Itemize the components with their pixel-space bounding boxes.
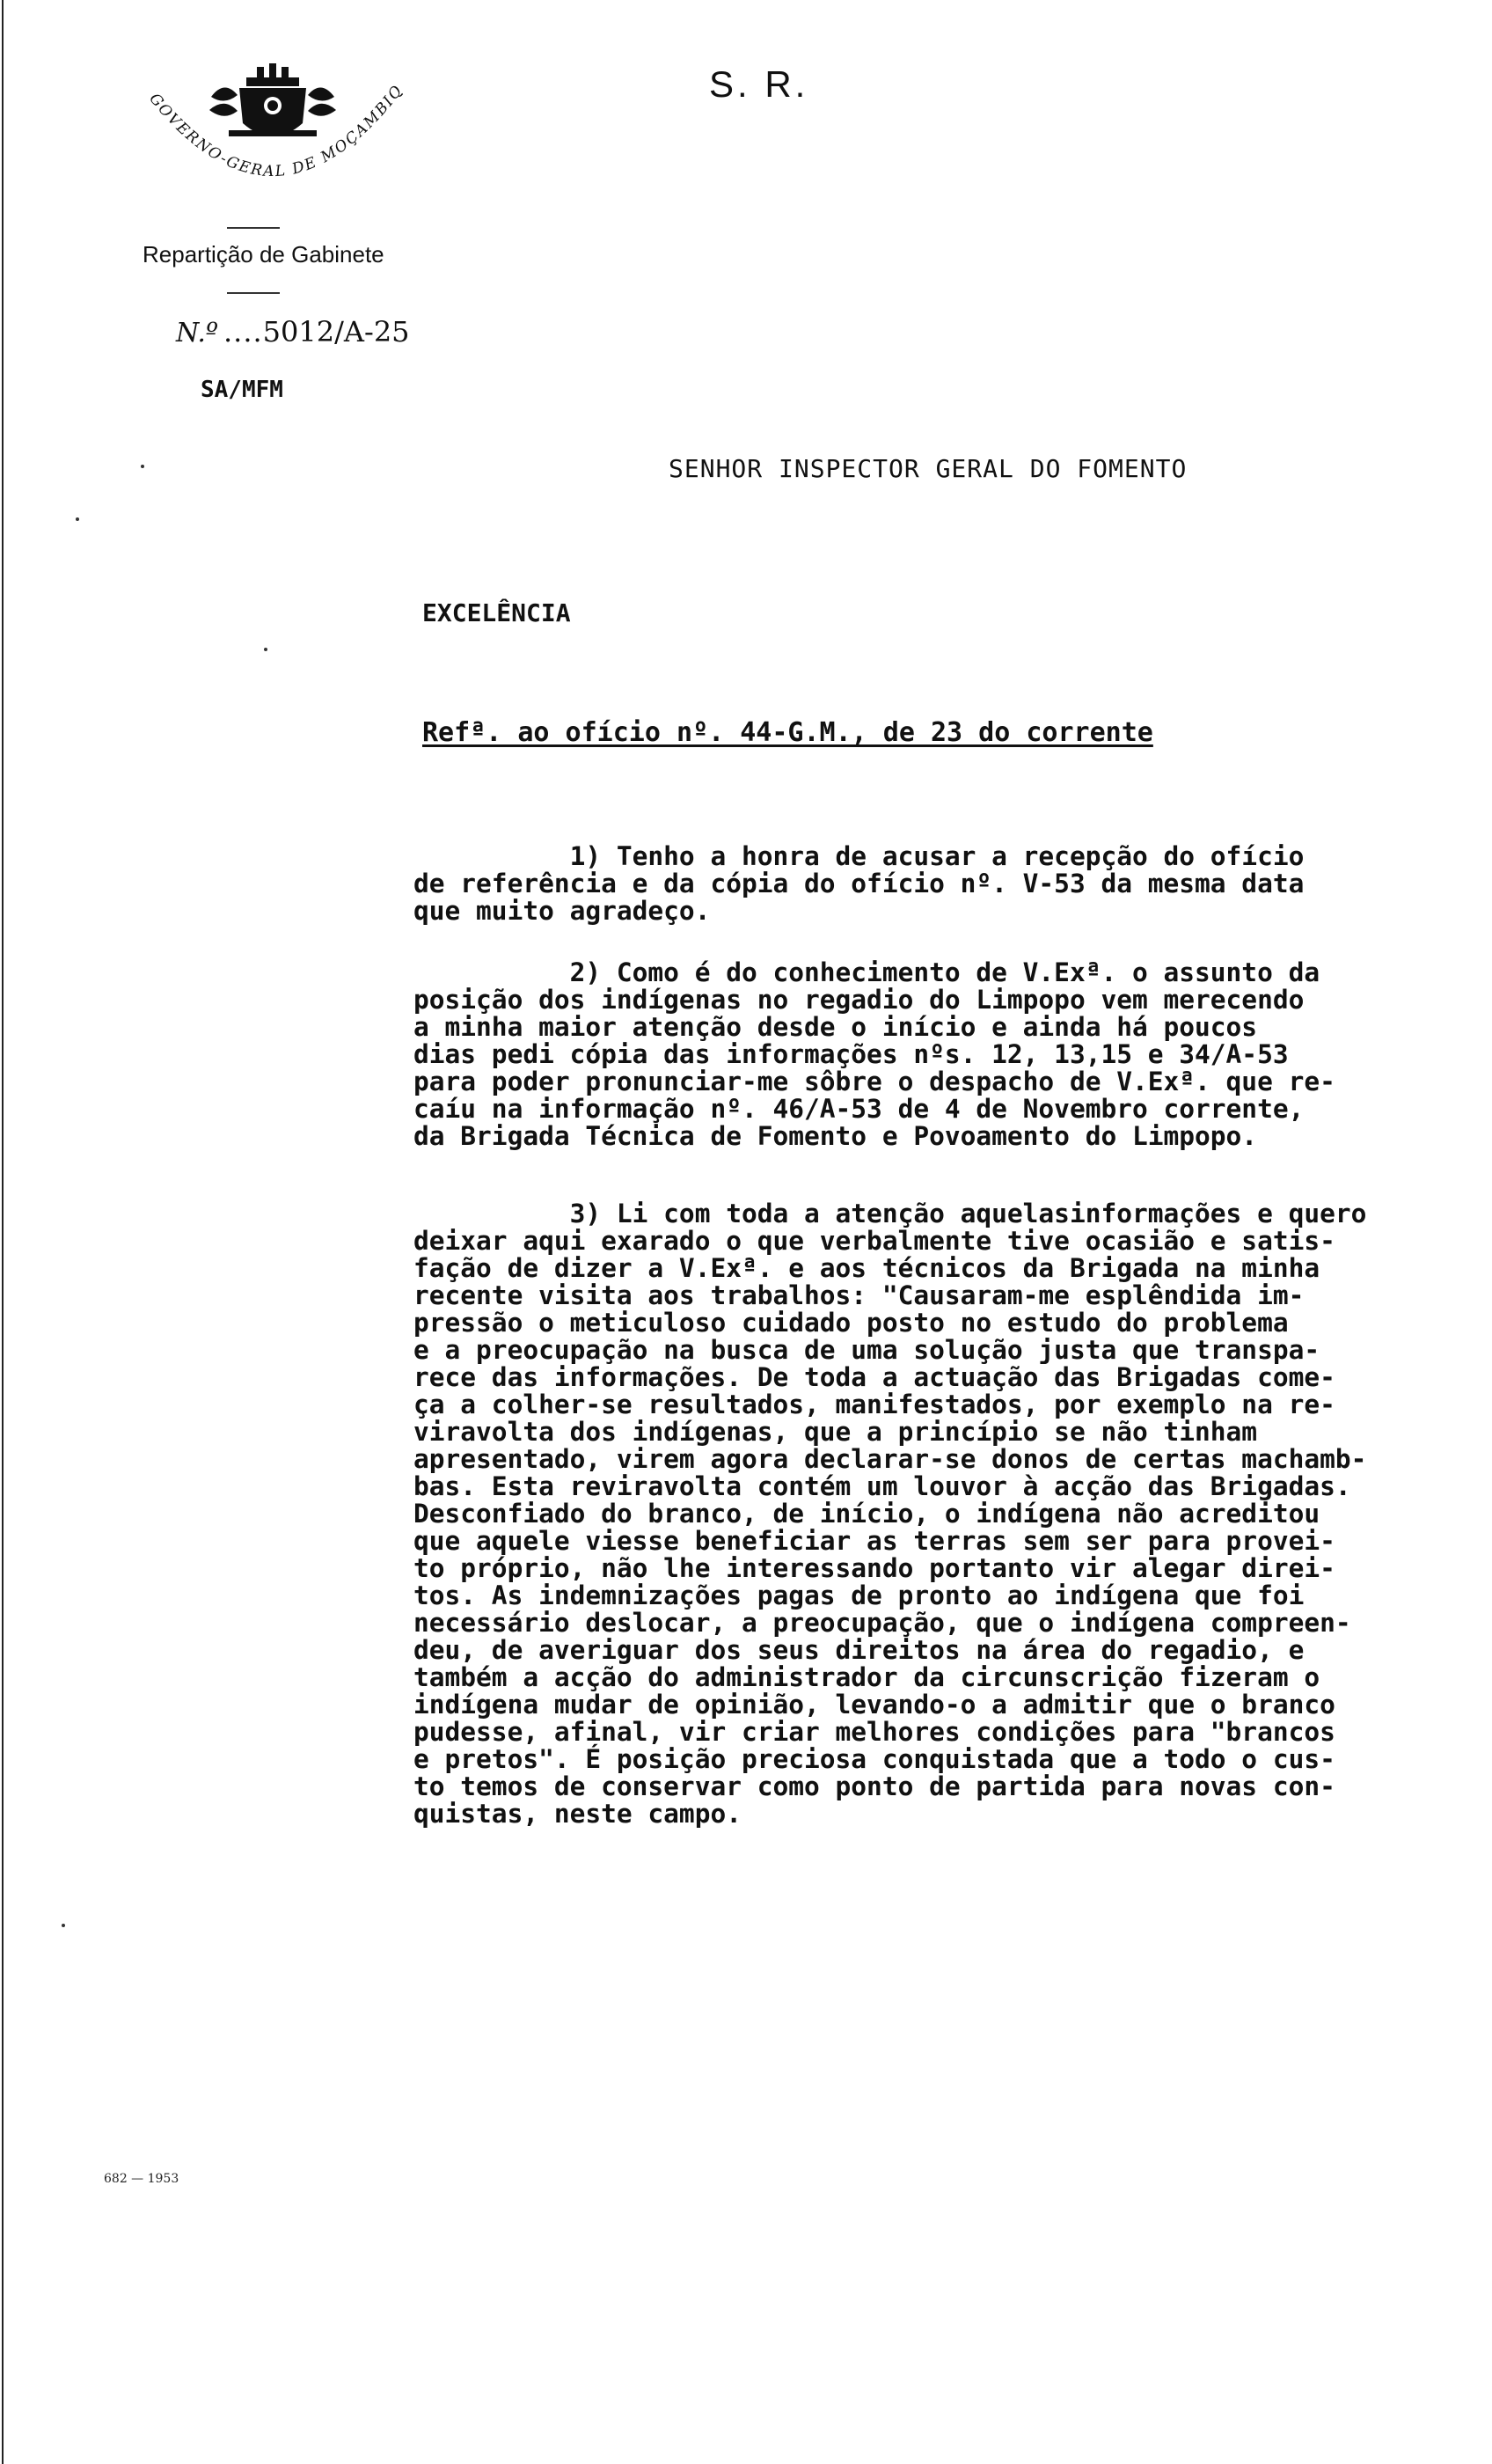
- number-label: N.º: [176, 318, 218, 348]
- paragraph-3: 3) Li com toda a atenção aquelasinformações e quero deixar aqui exarado o que verbalmente tive ocasião e satis- fação de dizer a V.Exª. e aos técnicos da Brigada na minha recente visita aos trabalhos: "Causaram-me esplêndida im- pressão o meticuloso cuidado posto no estudo do problema e a preocupação na busca de uma solução justa que transpa- rece das informações. De toda a actuação das Brigadas come- ça a colher-se resultados, manifestados, por exemplo na re- viravolta dos indígenas, que a princípio se não tinham apresentado, virem agora declarar-se donos de certas machamb- bas. Esta reviravolta contém um louvor à acção das Brigadas. Desconfiado do branco, de início, o indígena não acreditou que aquele viesse beneficiar as terras sem ser para provei- to próprio, não lhe interessando portanto vir alegar direi- tos. As indemnizações pagas de pronto ao indígena que foi necessário deslocar, a preocupação, que o indígena compreen- deu, de averiguar dos seus direitos na área do regadio, e também a acção do administrador da circunscrição fizeram o indígena mudar de opinião, levando-o a admitir que o branco pudesse, afinal, vir criar melhores condições para "brancos e pretos". É posição preciosa conquistada que a todo o cus- to temos de conservar como ponto de partida para novas con- quistas, neste campo.: [413, 1199, 1367, 1829]
- department-name: Repartição de Gabinete: [143, 241, 384, 268]
- page-edge-line: [2, 0, 4, 2464]
- reference-number: [176, 315, 410, 348]
- scan-speck: [141, 465, 144, 468]
- scan-speck: [264, 648, 267, 651]
- sender-initials: SA/MFM: [201, 377, 283, 403]
- svg-text:GOVERNO-GERAL DE MOÇAMBIQUE: GOVERNO-GERAL DE MOÇAMBIQ: [145, 81, 407, 181]
- scan-speck: [62, 1924, 65, 1927]
- paragraph-1: 1) Tenho a honra de acusar a recepção do ofício de referência e da cópia do ofício nº. V-53 da mesma data que muito agradeço.: [413, 841, 1305, 926]
- seal-icon: [123, 62, 422, 229]
- salutation: EXCELÊNCIA: [422, 598, 571, 627]
- divider: [227, 292, 280, 294]
- scan-speck: [76, 517, 79, 521]
- header-mark: S. R.: [709, 63, 809, 105]
- addressee-line: SENHOR INSPECTOR GERAL DO FOMENTO: [669, 454, 1188, 483]
- form-code: 682 — 1953: [104, 2172, 179, 2186]
- divider: [227, 227, 280, 229]
- subject-reference: Refª. ao ofício nº. 44-G.M., de 23 do corrente: [422, 717, 1153, 748]
- paragraph-2: 2) Como é do conhecimento de V.Exª. o assunto da posição dos indígenas no regadio do Limpopo vem merecendo a minha maior atenção desde o início e ainda há poucos dias pedi cópia das informações nºs. 12, 13,15 e 34/A-53 para poder pronunciar-me sôbre o despacho de V.Exª. que re- caíu na informação nº. 46/A-53 de 4 de Novembro corrente, da Brigada Técnica de Fomento e Povoamento do Limpopo.: [413, 957, 1335, 1151]
- number-value: 5012/A-25: [262, 315, 410, 348]
- number-dots: ....: [223, 315, 263, 348]
- coat-of-arms-seal: [123, 62, 422, 229]
